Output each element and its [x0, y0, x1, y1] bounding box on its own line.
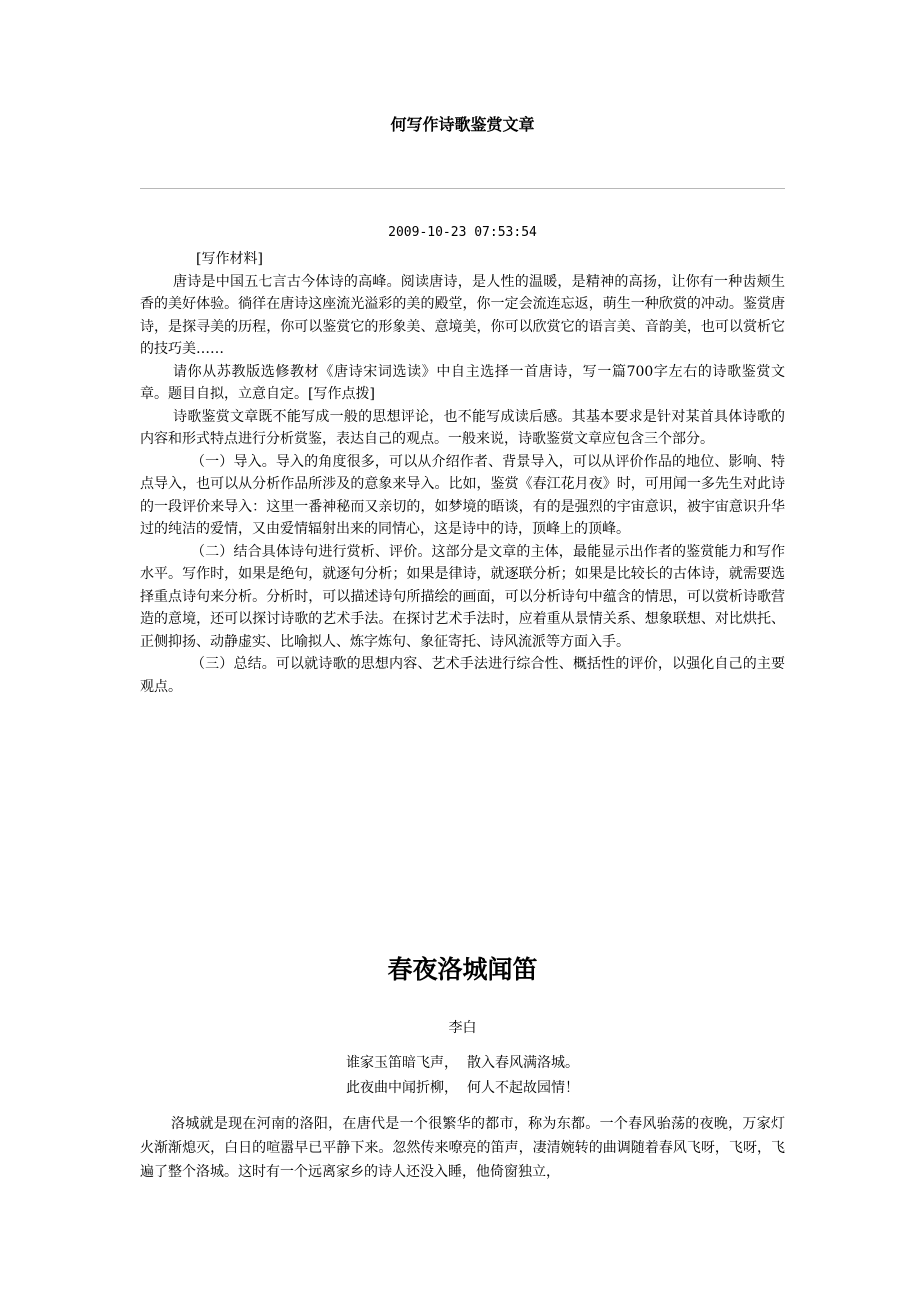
- poem-author: 李白: [448, 1020, 477, 1036]
- title-divider: [140, 188, 785, 189]
- document-title: 何写作诗歌鉴赏文章: [390, 115, 535, 134]
- poem-line: 谁家玉笛暗飞声， 散入春风满洛城。: [346, 1055, 579, 1071]
- article-section-intro: （一）导入。导入的角度很多，可以从介绍作者、背景导入，可以从评价作品的地位、影响、特点导入，也可以从分析作品所涉及的意象来导入。比如，鉴赏《春江花月夜》时，可用闻一多先生对此诗的一段评价来导入：这里一番神秘而又亲切的，如梦境的晤谈，有的是强烈的宇宙意识，被宇宙意识升华过的纯洁的爱情，又由爱情辐射出来的同情心，这是诗中的诗，顶峰上的顶峰。: [140, 453, 785, 537]
- article-body: [140, 248, 785, 698]
- article-paragraph: 唐诗是中国五七言古今体诗的高峰。阅读唐诗，是人性的温暖，是精神的高扬，让你有一种齿颊生香的美好体验。徜徉在唐诗这座流光溢彩的美的殿堂，你一定会流连忘返，萌生一种欣赏的冲动。鉴赏唐诗，是探寻美的历程，你可以鉴赏它的形象美、意境美，你可以欣赏它的语言美、音韵美，也可以赏析它的技巧美……: [140, 273, 785, 357]
- poem-commentary: 洛城就是现在河南的洛阳，在唐代是一个很繁华的都市，称为东都。一个春风骀荡的夜晚，万家灯火渐渐熄灭，白日的喧嚣早已平静下来。忽然传来嘹亮的笛声，凄清婉转的曲调随着春风飞呀，飞呀，飞遍了整个洛城。这时有一个远离家乡的诗人还没入睡，他倚窗独立，: [140, 1116, 785, 1180]
- writing-material-label: [写作材料]: [196, 251, 263, 267]
- article-paragraph: 请你从苏教版选修教材《唐诗宋词选读》中自主选择一首唐诗，写一篇700字左右的诗歌鉴赏文章。题目自拟，立意自定。[写作点拨]: [140, 363, 785, 402]
- poem-title: 春夜洛城闻笛: [387, 955, 538, 984]
- article-section-summary: （三）总结。可以就诗歌的思想内容、艺术手法进行综合性、概括性的评价，以强化自己的主要观点。: [140, 656, 785, 695]
- poem-line: 此夜曲中闻折柳， 何人不起故园情！: [346, 1080, 579, 1096]
- article-section-analysis: （二）结合具体诗句进行赏析、评价。这部分是文章的主体，最能显示出作者的鉴赏能力和写作水平。写作时，如果是绝句，就逐句分析；如果是律诗，就逐联分析；如果是比较长的古体诗，就需要选择重点诗句来分析。分析时，可以描述诗句所描绘的画面，可以分析诗句中蕴含的情思，可以赏析诗歌营造的意境，还可以探讨诗歌的艺术手法。在探讨艺术手法时，应着重从景情关系、想象联想、对比烘托、正侧抑扬、动静虚实、比喻拟人、炼字炼句、象征寄托、诗风流派等方面入手。: [140, 543, 785, 650]
- poem-verses: [140, 1051, 785, 1101]
- publish-timestamp: 2009-10-23 07:53:54: [388, 225, 537, 240]
- article-paragraph: 诗歌鉴赏文章既不能写成一般的思想评论，也不能写成读后感。其基本要求是针对某首具体诗歌的内容和形式特点进行分析赏鉴，表达自己的观点。一般来说，诗歌鉴赏文章应包含三个部分。: [140, 408, 785, 447]
